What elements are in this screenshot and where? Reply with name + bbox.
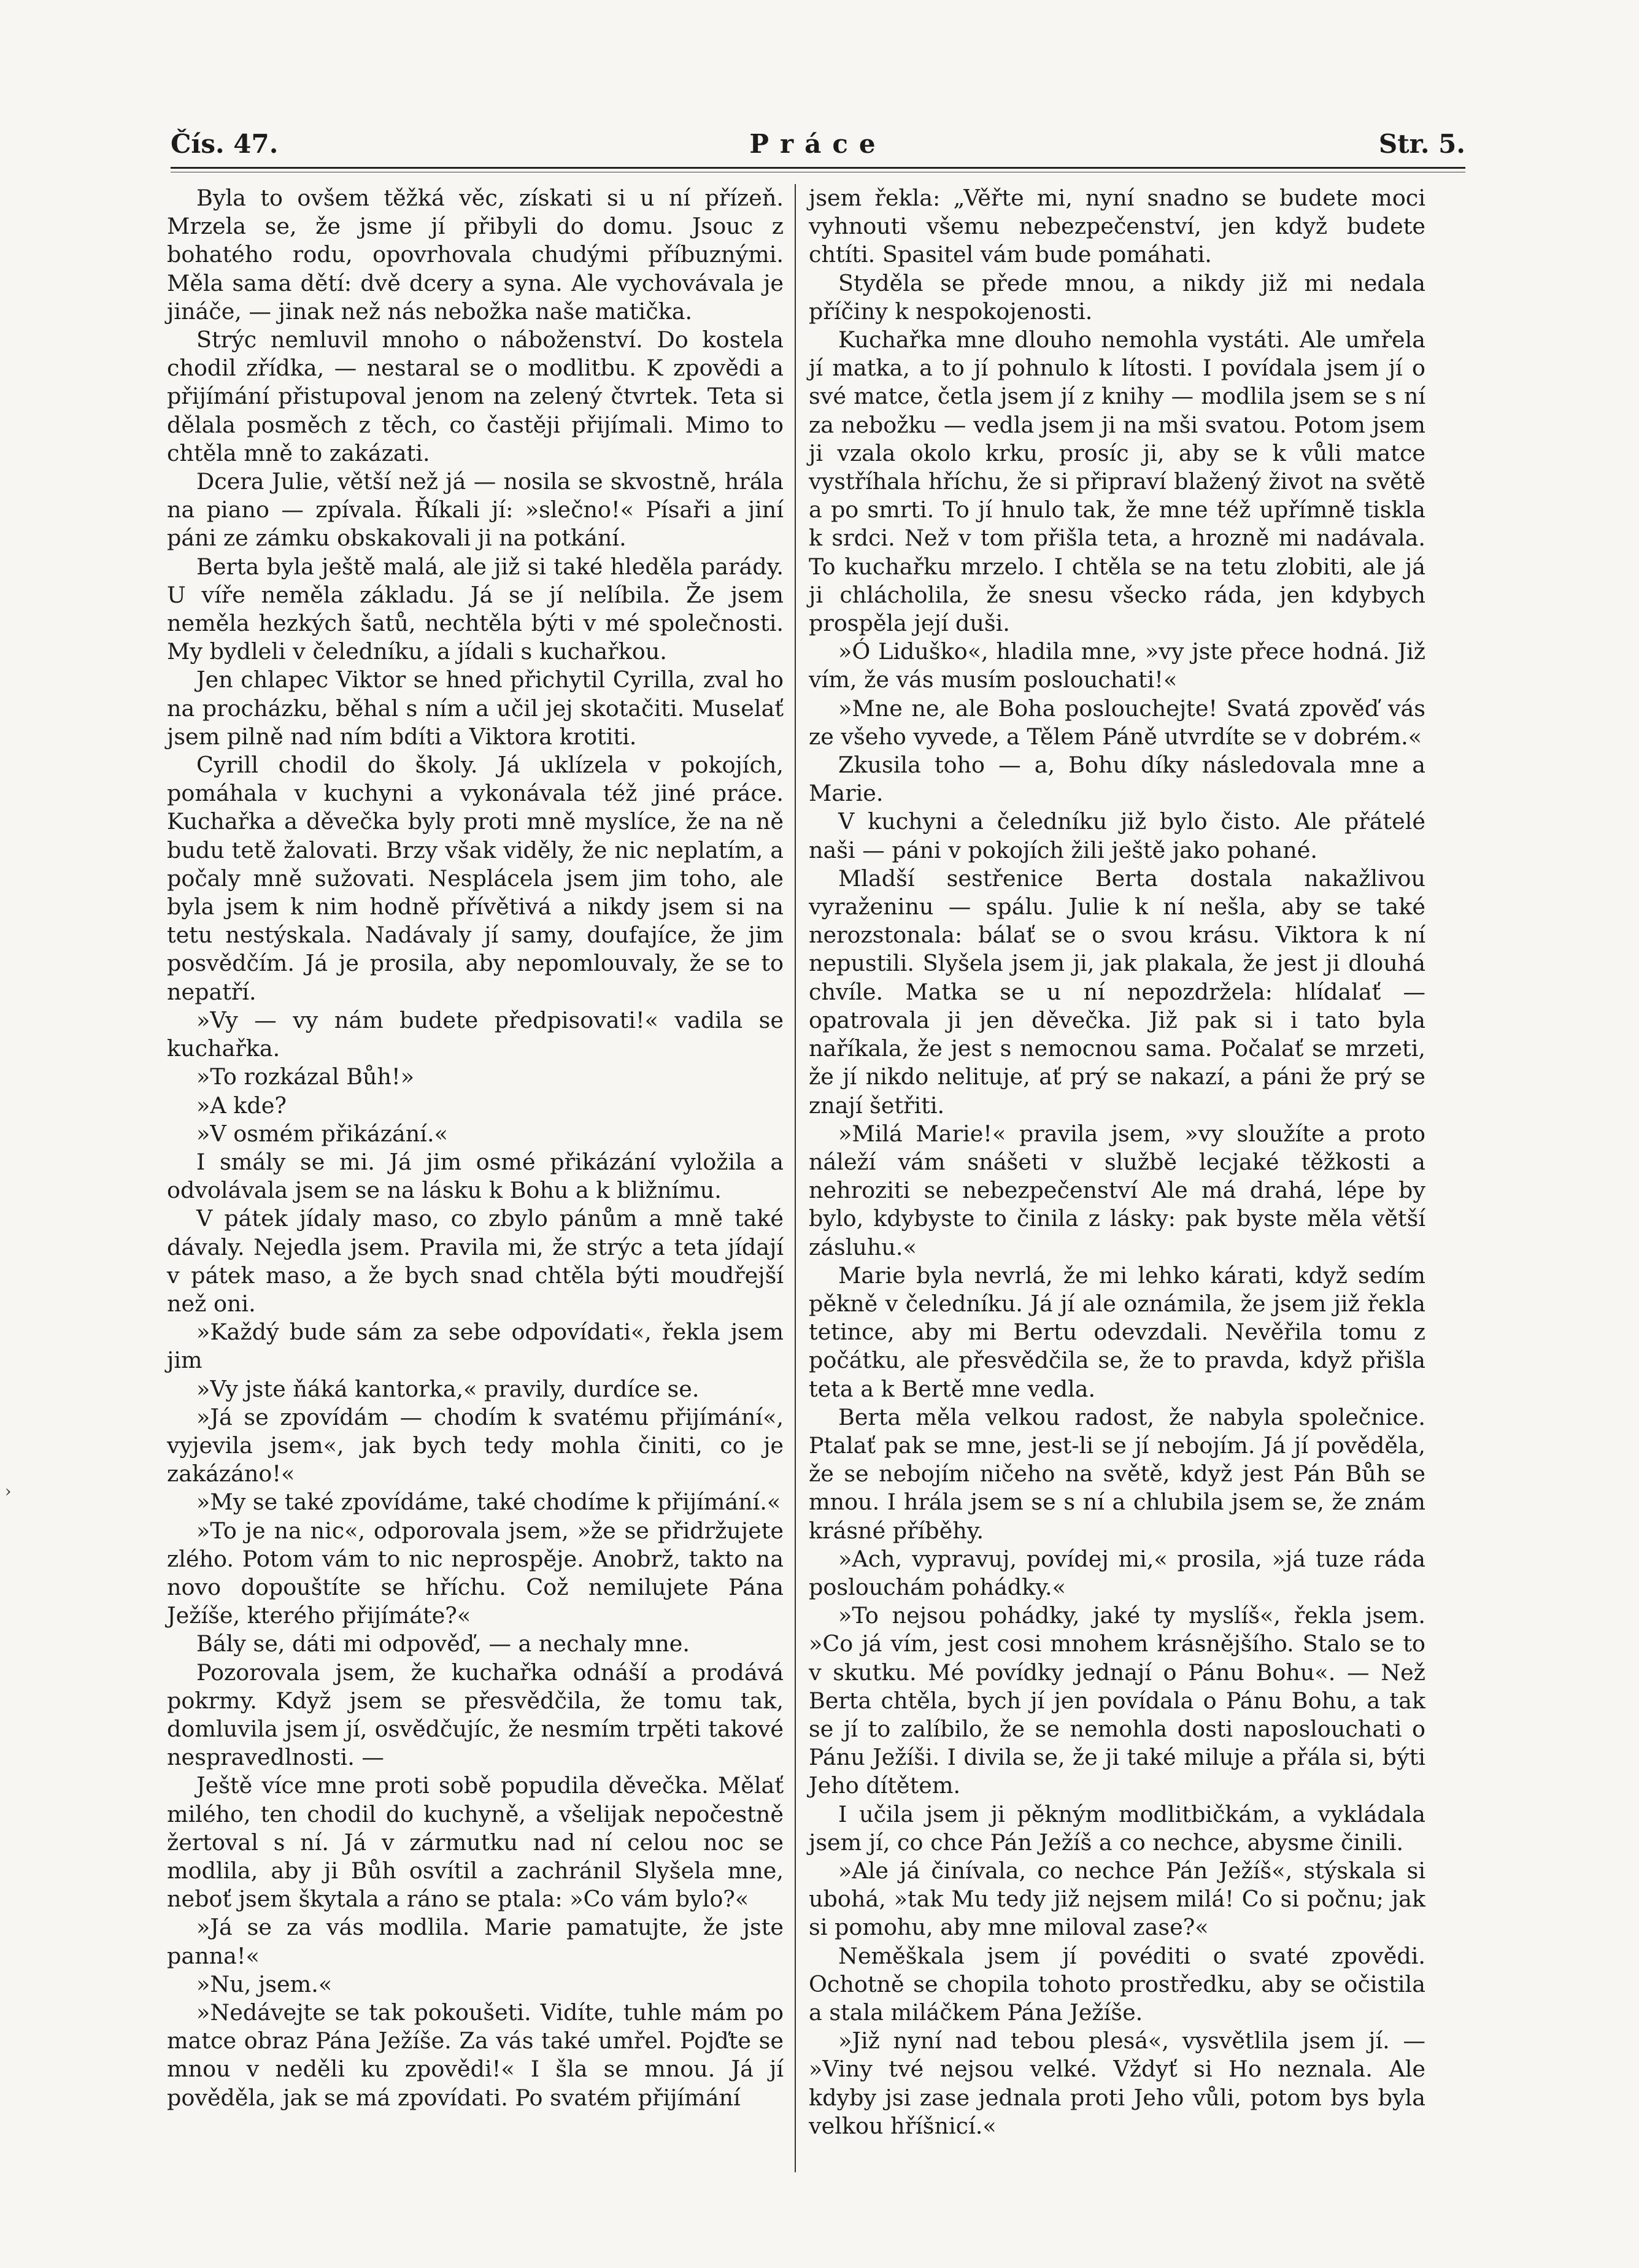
paragraph: Marie byla nevrlá, že mi lehko kárati, když sedím pěkně v čeledníku. Já jí ale oznámila, že jsem již řekla tetince, aby mi Bertu odevzdali. Nevěřila tomu z počátku, ale přesvědčila se, že to pravda, když přišla teta a k Bertě mne vedla.: [809, 1262, 1425, 1402]
paragraph: V kuchyni a čeledníku již bylo čisto. Ale přátelé naši — páni v pokojích žili ještě jako pohané.: [809, 808, 1425, 863]
paragraph: Ještě více mne proti sobě popudila děvečka. Mělať milého, ten chodil do kuchyně, a všelijak nepočestně žertoval s ní. Já v zármutku nad ní celou noc se modlila, aby ji Bůh osvítil a zachránil Slyšela mne, neboť jsem škytala a ráno se ptala: »Co vám bylo?«: [167, 1772, 784, 1913]
paragraph: »Ó Liduško«, hladila mne, »vy jste přece hodná. Již vím, že vás musím poslouchati!«: [809, 638, 1425, 693]
paragraph: Jen chlapec Viktor se hned přichytil Cyrilla, zval ho na procházku, běhal s ním a učil jej skotačiti. Muselať jsem pilně nad ním bdíti a Viktora krotiti.: [167, 666, 784, 750]
paragraph: I smály se mi. Já jim osmé přikázání vyložila a odvolávala jsem se na lásku k Bohu a k bližnímu.: [167, 1148, 784, 1204]
paragraph: »Nu, jsem.«: [196, 1970, 333, 1997]
paragraph: Byla to ovšem těžká věc, získati si u ní přízeň. Mrzela se, že jsme jí přibyli do domu. Jsouc z bohatého rodu, opovrhovala chudými příbuznými. Měla sama dětí: dvě dcery a syna. Ale vychovávala je jináče, — jinak než nás nebožka naše matička.: [167, 185, 784, 325]
page-header: [171, 123, 1465, 166]
page-number: Str. 5.: [1378, 129, 1465, 159]
paragraph: Kuchařka mne dlouho nemohla vystáti. Ale umřela jí matka, a to jí pohnulo k lítosti. I povídala jsem jí o své matce, četla jsem jí z knihy — modlila jsem se s ní za nebožku — vedla jsem ji na mši svatou. Potom jsem ji vzala okolo krku, prosíc ji, aby se k vůli matce vystříhala hříchu, že si připraví blažený život na světě a po smrti. To jí hnulo tak, že mne též upřímně tiskla k srdci. Než v tom přišla teta, a hrozně mi nadávala. To kuchařku mrzelo. I chtěla se na tetu zlobiti, ale já ji chlácholila, že snesu všecko ráda, jen kdybych prospěla její duši.: [809, 326, 1425, 637]
paragraph: V pátek jídaly maso, co zbylo pánům a mně také dávaly. Nejedla jsem. Pravila mi, že strýc a teta jídají v pátek maso, a že bych snad chtěla býti moudřejší než oni.: [167, 1205, 784, 1317]
paragraph: Mladší sestřenice Berta dostala nakažlivou vyraženinu — spálu. Julie k ní nešla, aby se také nerozstonala: bálať se o svou krásu. Viktora k ní nepustili. Slyšela jsem ji, jak plakala, že jest ji dlouhá chvíle. Matka se u ní nepozdržela: hlídalať — opatrovala ji jen děvečka. Již pak si i tato byla naříkala, že jest s nemocnou sama. Počalať se mrzeti, že jí nikdo nelituje, ať prý se nakazí, a páni že prý se znají šetřiti.: [809, 865, 1425, 1119]
paragraph: Bály se, dáti mi odpověď, — a nechaly mne.: [196, 1630, 690, 1657]
margin-mark: ›: [5, 1483, 12, 1501]
paragraph: »To rozkázal Bůh!»: [196, 1063, 415, 1090]
paragraph: »My se také zpovídáme, také chodíme k přijímání.«: [196, 1489, 781, 1516]
issue-number: Čís. 47.: [171, 129, 279, 159]
paragraph: »To nejsou pohádky, jaké ty myslíš«, řekla jsem. »Co já vím, jest cosi mnohem krásnějšího. Stalo se to v skutku. Mé povídky jednají o Pánu Bohu«. — Než Berta chtěla, bych jí jen povídala o Pánu Bohu, a tak se jí to zalíbilo, že se nemohla dosti naposlouchati o Pánu Ježíši. I divila se, že ji také miluje a přála si, býti Jeho dítětem.: [809, 1602, 1425, 1799]
paragraph: »Já se zpovídám — chodím k svatému přijímání«, vyjevila jsem«, jak bych tedy mohla činiti, co je zakázáno!«: [167, 1403, 784, 1487]
paragraph: Styděla se přede mnou, a nikdy již mi nedala příčiny k nespokojenosti.: [809, 269, 1425, 325]
paragraph: Berta měla velkou radost, že nabyla společnice. Ptalať pak se mne, jest-li se jí nebojím. Já jí pověděla, že se nebojím ničeho na světě, když jest Pán Bůh se mnou. I hrála jsem se s ní a chlubila jsem se, že znám krásné příběhy.: [809, 1403, 1425, 1544]
paragraph: »To je na nic«, odporovala jsem, »že se přidržujete zlého. Potom vám to nic neprospěje. Anobrž, takto na novo dopouštíte se hříchu. Což nemilujete Pána Ježíše, kterého přijímáte?«: [167, 1517, 784, 1629]
paragraph: Cyrill chodil do školy. Já uklízela v pokojích, pomáhala v kuchyni a vykonávala též jiné práce. Kuchařka a děvečka byly proti mně myslíce, že na ně budu tetě žalovati. Brzy však viděly, že nic neplatím, a počaly mně sužovati. Nesplácela jsem jim toho, ale byla jsem k nim hodně přívětivá a nikdy jsem si na tetu nestýskala. Nadávaly jí samy, doufajíce, že jim posvědčím. Já je prosila, aby nepomlouvaly, že se to nepatří.: [167, 752, 784, 1005]
paragraph: »Každý bude sám za sebe odpovídati«, řekla jsem jim: [167, 1319, 784, 1374]
paragraph: »V osmém přikázání.«: [196, 1120, 448, 1147]
paragraph: »Vy — vy nám budete předpisovati!« vadila se kuchařka.: [167, 1006, 784, 1062]
right-column: [809, 184, 1425, 2140]
paragraph: Zkusila toho — a, Bohu díky následovala mne a Marie.: [809, 752, 1425, 807]
column-divider: [795, 184, 796, 2172]
paragraph: »Milá Marie!« pravila jsem, »vy sloužíte a proto náleží vám snášeti v službě lecjaké těžkosti a nehroziti se nebezpečenství Ale má drahá, lépe by bylo, kdybyste to činila z lásky: pak byste měla větší zásluhu.«: [809, 1120, 1425, 1260]
paragraph: Neměškala jsem jí povéditi o svaté zpovědi. Ochotně se chopila tohoto prostředku, aby se očistila a stala miláčkem Pána Ježíše.: [809, 1942, 1425, 2026]
paragraph: »Já se za vás modlila. Marie pamatujte, že jste panna!«: [167, 1914, 784, 1969]
paragraph: Dcera Julie, větší než já — nosila se skvostně, hrála na piano — zpívala. Říkali jí: »slečno!« Písaři a jiní páni ze zámku obskakovali ji na potkání.: [167, 468, 784, 552]
paragraph: I učila jsem ji pěkným modlitbičkám, a vykládala jsem jí, co chce Pán Ježíš a co nechce, abysme činili.: [809, 1800, 1425, 1856]
paragraph: Strýc nemluvil mnoho o náboženství. Do kostela chodil zřídka, — nestaral se o modlitbu. K zpovědi a přijímání přistupoval jenom na zelený čtvrtek. Teta si dělala posměch z těch, co častěji přijímali. Mimo to chtěla mně to zakázati.: [167, 326, 784, 466]
paragraph: Pozorovala jsem, že kuchařka odnáší a prodává pokrmy. Když jsem se přesvědčila, že tomu tak, domluvila jsem jí, osvědčujíc, že nesmím trpěti takové nespravedlnosti. —: [167, 1659, 784, 1771]
paragraph: Berta byla ještě malá, ale již si také hleděla parády. U víře neměla základu. Já se jí nelíbila. Že jsem neměla hezkých šatů, nechtěla býti v mé společnosti. My bydleli v čeledníku, a jídali s kuchařkou.: [167, 553, 784, 665]
paragraph: »Ach, vypravuj, povídej mi,« prosila, »já tuze ráda poslouchám pohádky.«: [809, 1545, 1425, 1600]
paragraph: »Vy jste ňáká kantorka,« pravily, durdíce se.: [196, 1375, 700, 1402]
paragraph: »Již nyní nad tebou plesá«, vysvětlila jsem jí. — »Viny tvé nejsou velké. Vždyť si Ho neznala. Ale kdyby jsi zase jednala proti Jeho vůli, potom bys byla velkou hříšnicí.«: [809, 2027, 1425, 2139]
header-rule: [171, 167, 1465, 169]
publication-title: Práce: [749, 129, 887, 159]
paragraph: »Ale já činívala, co nechce Pán Ježíš«, stýskala si ubohá, »tak Mu tedy již nejsem milá! Co si počnu; jak si pomohu, aby mne miloval zase?«: [809, 1857, 1425, 1941]
paragraph: »A kde?: [196, 1092, 287, 1119]
paragraph: »Mne ne, ale Boha poslouchejte! Svatá zpověď vás ze všeho vyvede, a Tělem Páně utvrdíte se v dobrém.«: [809, 695, 1425, 750]
paragraph: »Nedávejte se tak pokoušeti. Vidíte, tuhle mám po matce obraz Pána Ježíše. Za vás také umřel. Pojďte se mnou v neděli ku zpovědi!« I šla se mnou. Já jí pověděla, jak se má zpovídati. Po svatém přijímání: [167, 1999, 784, 2111]
paragraph: jsem řekla: „Věřte mi, nyní snadno se budete moci vyhnouti všemu nebezpečenství, jen když budete chtíti. Spasitel vám bude pomáhati.: [809, 185, 1425, 268]
left-column: [167, 184, 784, 2112]
